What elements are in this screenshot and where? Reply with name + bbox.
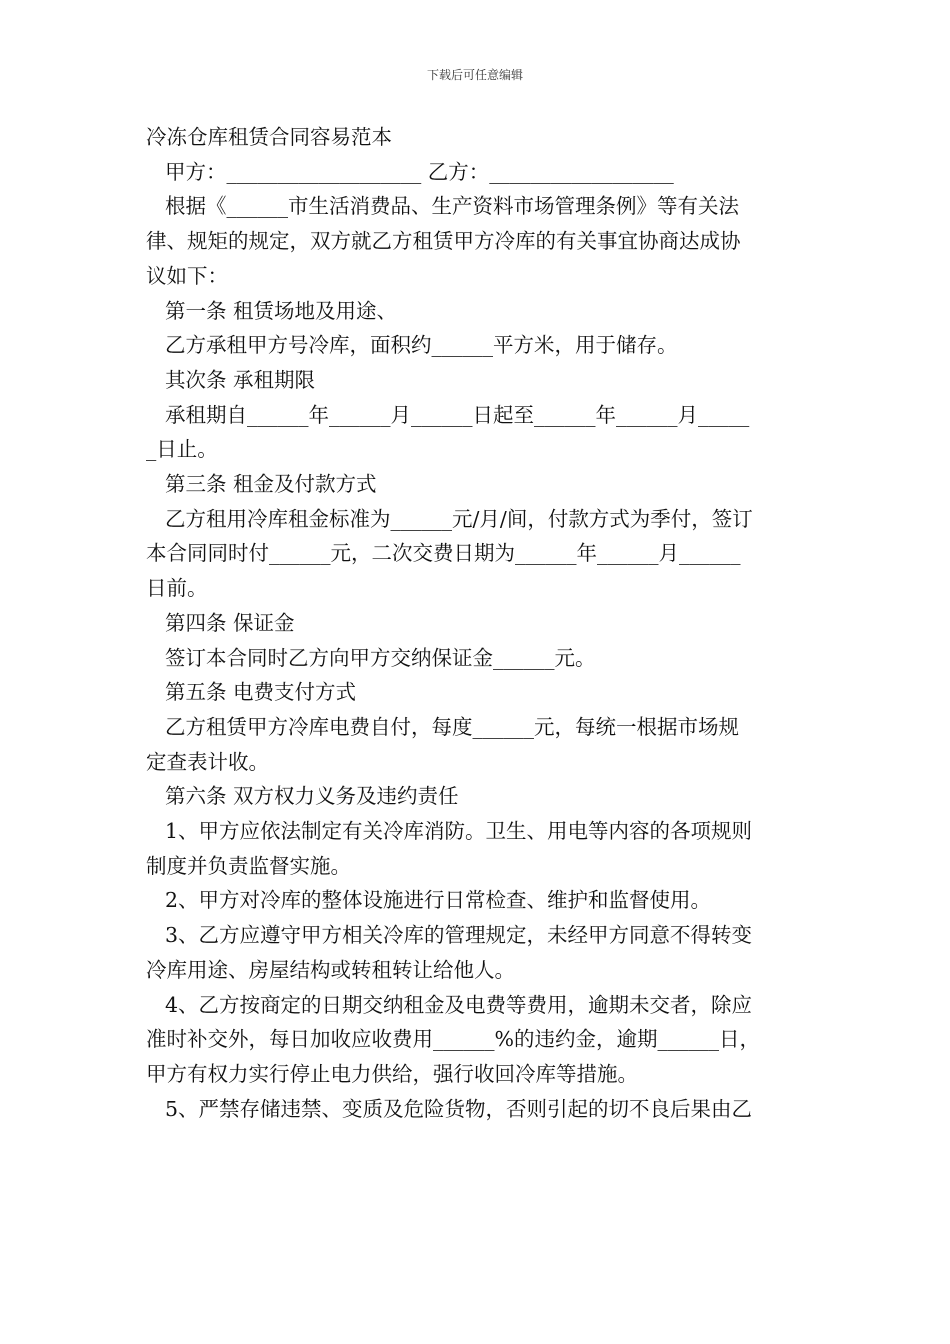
list-item-line: 制度并负责监督实施。: [146, 853, 351, 878]
list-item-line: 冷库用途、房屋结构或转租转让给他人。: [146, 957, 515, 982]
section-heading: 其次条 承租期限: [165, 367, 316, 392]
list-item-line: 甲方有权力实行停止电力供给，强行收回冷库等措施。: [146, 1061, 638, 1086]
section-heading: 第五条 电费支付方式: [165, 680, 357, 705]
paragraph-line: 日前。: [146, 576, 208, 601]
list-item-line: 5、严禁存储违禁、变质及危险货物，否则引起的切不良后果由乙: [165, 1096, 753, 1121]
document-title: 冷冻仓库租赁合同容易范本: [146, 125, 392, 149]
paragraph-line: 定查表计收。: [146, 749, 269, 774]
paragraph-line: 乙方承租甲方号冷库，面积约______平方米，用于储存。: [165, 333, 678, 358]
paragraph-line: 甲方：___________________ 乙方：__________________: [165, 159, 674, 184]
paragraph-line: 承租期自______年______月______日起至______年______月_____: [165, 402, 750, 427]
list-item-line: 4、乙方按商定的日期交纳租金及电费等费用，逾期未交者，除应: [165, 992, 753, 1017]
list-item-line: 1、甲方应依法制定有关冷库消防。卫生、用电等内容的各项规则: [165, 819, 753, 844]
paragraph-line: 议如下：: [146, 263, 228, 288]
paragraph-line: _日止。: [146, 437, 218, 462]
section-heading: 第三条 租金及付款方式: [165, 472, 377, 497]
paragraph-line: 乙方租赁甲方冷库电费自付，每度______元，每统一根据市场规: [165, 714, 739, 739]
paragraph-line: 签订本合同时乙方向甲方交纳保证金______元。: [165, 645, 596, 670]
list-item-line: 3、乙方应遵守甲方相关冷库的管理规定，未经甲方同意不得转变: [165, 923, 753, 948]
section-heading: 第六条 双方权力义务及违约责任: [165, 784, 459, 809]
list-item-line: 准时补交外，每日加收应收费用______%的违约金，逾期______日，: [146, 1027, 760, 1052]
paragraph-line: 根据《______市生活消费品、生产资料市场管理条例》等有关法: [165, 194, 739, 219]
header-note: 下载后可任意编辑: [426, 68, 523, 82]
list-item-line: 2、甲方对冷库的整体设施进行日常检查、维护和监督使用。: [165, 888, 712, 913]
paragraph-line: 律、规矩的规定，双方就乙方租赁甲方冷库的有关事宜协商达成协: [146, 229, 741, 254]
section-heading: 第四条 保证金: [165, 610, 295, 635]
paragraph-line: 乙方租用冷库租金标准为______元/月/间，付款方式为季付，签订: [165, 506, 753, 531]
document-body: [146, 120, 814, 1126]
section-heading: 第一条 租赁场地及用途、: [165, 298, 398, 323]
paragraph-line: 本合同同时付______元，二次交费日期为______年______月______: [146, 541, 741, 566]
